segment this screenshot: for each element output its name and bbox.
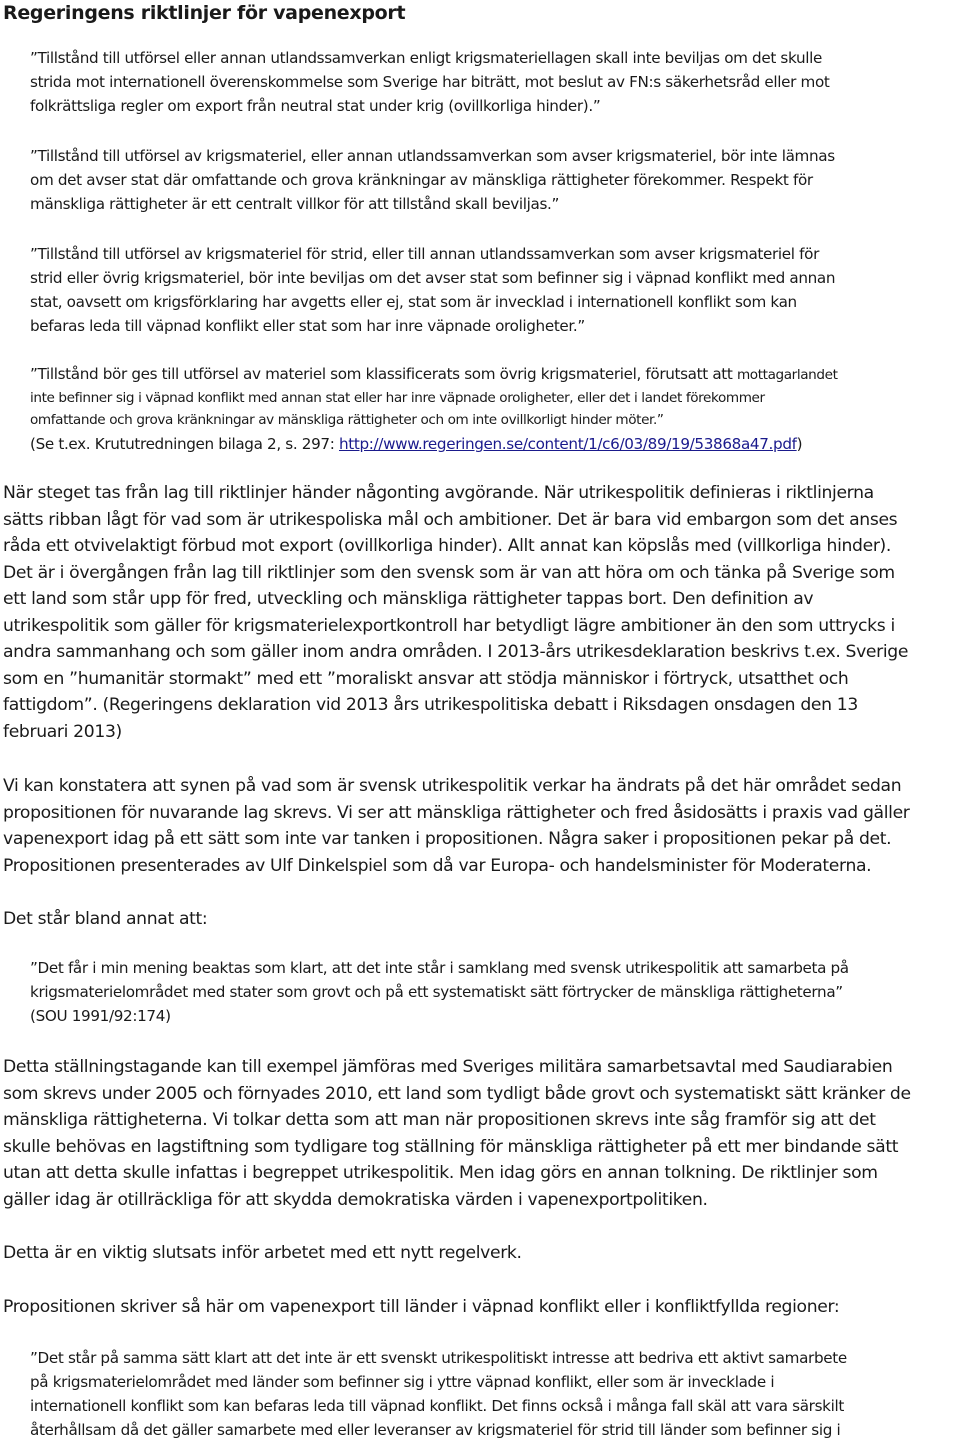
paragraph-intro-quote <box>3 906 958 933</box>
text-line: som skrevs under 2005 och förnyades 2010, ett land som tydligt både grovt och systematiskt sätt kränker de <box>3 1083 911 1104</box>
text-line: När steget tas från lag till riktlinjer händer någonting avgörande. När utrikespolitik definieras i riktlinjerna <box>3 483 874 503</box>
reference-text: ) <box>796 435 803 453</box>
text-line: befaras leda till väpnad konflikt eller stat som har inre väpnade oroligheter.” <box>30 317 585 335</box>
text-line: utan att detta skulle infattas i begreppet utrikespolitik. Men idag görs en annan tolkning. De riktlinjer som <box>3 1163 878 1183</box>
text-line: inte befinner sig i väpnad konflikt med annan stat eller har inre väpnade oroligheter, eller det i landet förekommer <box>30 390 765 406</box>
text-line: Det är i övergången från lag till riktlinjer som den svensk som är van att höra om och tänka på Sverige som <box>3 562 895 583</box>
text-line: fattigdom”. (Regeringens deklaration vid 2013 års utrikespolitiska debatt i Riksdagen onsdagen den 13 <box>3 695 858 715</box>
text-line: ett land som står upp för fred, utveckling och mänskliga rättigheter tappas bort. Den definition av <box>3 589 814 609</box>
text-line: krigsmaterielområdet med stater som grovt och på ett systematiskt sätt förtrycker de mänskliga rättigheterna” <box>30 983 843 1001</box>
text-line: Detta är en viktig slutsats inför arbetet med ett nytt regelverk. <box>3 1243 522 1263</box>
text-line: utrikespolitik som gäller för krigsmaterielexportkontroll har betydligt lägre ambitioner än den som uttrycks i <box>3 615 895 636</box>
text-line: råda ett otvivelaktigt förbud mot export (ovillkorliga hinder). Allt annat kan köpslås med (villkorliga hinder). <box>3 536 892 556</box>
text-line: strid eller övrig krigsmateriel, bör inte beviljas om det avser stat som befinner sig i väpnad konflikt med annan <box>30 269 836 287</box>
quote-armed-conflict <box>30 242 956 338</box>
text-line: andra sammanhang och som gäller inom andra områden. I 2013-års utrikesdeklaration beskrivs t.ex. Sverige <box>3 642 909 662</box>
text-segment: ”Tillstånd bör ges till utförsel av materiel som klassificerats som övrig krigsmateriel, förutsatt att <box>30 365 737 383</box>
text-line <box>30 362 956 387</box>
quote-human-rights <box>30 144 956 216</box>
text-line: folkrättsliga regler om export från neutral stat under krig (ovillkorliga hinder).” <box>30 97 601 115</box>
text-segment: mottagarlandet <box>736 367 838 383</box>
text-line: Propositionen presenterades av Ulf Dinkelspiel som då var Europa- och handelsminister för Moderaterna. <box>3 855 872 876</box>
text-line: stat, oavsett om krigsförklaring har avgetts eller ej, stat som är invecklad i internationell konflikt som kan <box>30 293 797 311</box>
text-line: som en ”humanitär stormakt” med ett ”moraliskt ansvar att stödja människor i förtryck, utsatthet och <box>3 668 849 689</box>
text-line: ”Det står på samma sätt klart att det inte är ett svenskt utrikespolitiskt intresse att bedriva ett aktivt samarbete <box>30 1349 847 1367</box>
text-line: Vi kan konstatera att synen på vad som är svensk utrikespolitik verkar ha ändrats på det här området sedan <box>3 776 902 796</box>
text-line: vapenexport idag på ett sätt som inte var tanken i propositionen. Några saker i propositionen pekar på det. <box>3 829 892 849</box>
text-line: ”Tillstånd till utförsel av krigsmateriel för strid, eller till annan utlandssamverkan som avser krigsmateriel för <box>30 245 819 263</box>
text-line: om det avser stat där omfattande och grova kränkningar av mänskliga rättigheter förekommer. Respekt för <box>30 171 813 189</box>
text-line: sätts ribban lågt för vad som är utrikespoliska mål och ambitioner. Det är bara vid embargon som det anses <box>3 509 898 530</box>
text-line: mänskliga rättigheter är ett centralt villkor för att tillstånd skall beviljas.” <box>30 195 560 213</box>
reference-line <box>30 431 956 457</box>
text-line: ”Tillstånd till utförsel eller annan utlandssamverkan enligt krigsmateriellagen skall inte beviljas om det skulle <box>30 49 822 67</box>
text-line: ”Det får i min mening beaktas som klart, att det inte står i samklang med svensk utrikespolitik att samarbeta på <box>30 959 849 977</box>
paragraph-conclusion <box>3 1240 958 1267</box>
paragraph-saudi <box>3 1054 958 1213</box>
quote-conflict <box>30 1346 956 1440</box>
reference-link[interactable]: http://www.regeringen.se/content/1/c6/03/89/19/53868a47.pdf <box>339 435 797 453</box>
document-title: Regeringens riktlinjer för vapenexport <box>3 2 406 24</box>
paragraph-foreign-policy <box>3 773 958 879</box>
text-line: Detta ställningstagande kan till exempel jämföras med Sveriges militära samarbetsavtal med Saudiarabien <box>3 1057 893 1077</box>
text-line: omfattande och grova kränkningar av mänskliga rättigheter och om inte ovillkorligt hinder möter.” <box>30 412 664 428</box>
text-line: Propositionen skriver så här om vapenexport till länder i väpnad konflikt eller i konfliktfyllda regioner: <box>3 1297 840 1317</box>
text-line: strida mot internationell överenskommelse som Sverige har biträtt, mot beslut av FN:s säkerhetsråd eller mot <box>30 73 830 91</box>
quote-unconditional-obstacles <box>30 46 956 118</box>
text-line: gäller idag är otillräckliga för att skydda demokratiska värden i vapenexportpolitiken. <box>3 1189 708 1210</box>
text-line: på krigsmaterielområdet med länder som befinner sig i yttre väpnad konflikt, eller som är invecklade i <box>30 1373 775 1391</box>
paragraph-guidelines <box>3 480 958 745</box>
text-line: Det står bland annat att: <box>3 909 208 929</box>
reference-text: (Se t.ex. Krututredningen bilaga 2, s. 297: <box>30 435 339 453</box>
text-line: mänskliga rättigheterna. Vi tolkar detta som att man när propositionen skrevs inte såg framför sig att det <box>3 1110 876 1130</box>
paragraph-conflict-regions <box>3 1294 958 1321</box>
text-line: (SOU 1991/92:174) <box>30 1007 171 1025</box>
text-line: propositionen för nuvarande lag skrevs. Vi ser att mänskliga rättigheter och fred åsidosätts i praxis vad gäller <box>3 802 910 823</box>
text-line: skulle behövas en lagstiftning som tydligare tog ställning för mänskliga rättigheter på ett mer bindande sätt <box>3 1136 899 1157</box>
text-line: internationell konflikt som kan befaras leda till väpnad konflikt. Det finns också i många fall skäl att vara särskilt <box>30 1397 844 1415</box>
quote-sou <box>30 956 956 1028</box>
text-line: ”Tillstånd till utförsel av krigsmateriel, eller annan utlandssamverkan som avser krigsmateriel, bör inte lämnas <box>30 147 835 165</box>
text-line: återhållsam då det gäller samarbete med eller leveranser av krigsmateriel för strid till länder som befinner sig i <box>30 1421 841 1439</box>
quote-other-materiel <box>30 362 956 457</box>
text-line: februari 2013) <box>3 721 122 742</box>
